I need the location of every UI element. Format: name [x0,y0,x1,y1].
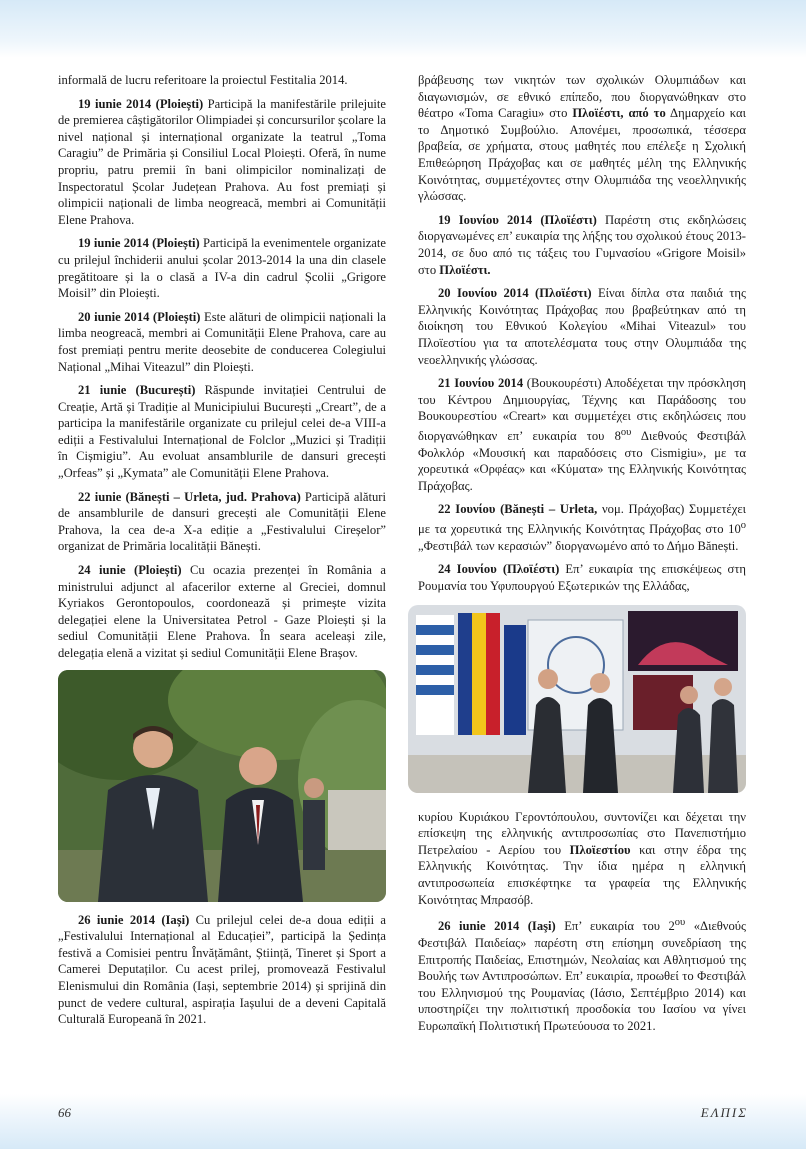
entry-date: 21 iunie (București) [78,383,196,398]
bottom-gradient-band [0,1094,806,1149]
entry-date: 20 iunie 2014 (Ploiești) [78,309,201,324]
page-number: 66 [58,1105,71,1120]
left-column [58,72,386,1035]
paragraph: 22 Ιουνίου (Bănești – Urleta, νομ. Πράχοβας) Συμμετέχει με τα χορευτικά της Ελληνικής Κοινότητας Πράχοβας στο $10^o$ „Φεστιβάλ των κερασιών” διοργανωμένο από το Δήμο Bănești. [418,502,746,553]
paragraph: βράβευσης των νικητών των σχολικών Ολυμπιάδων και διαγωνισμών, σε εθνικό επίπεδο, που διοργανώθηκαν στο θέατρο «Toma Caragiu» στο Πλοϊέστι, από το Δημαρχείο και το Δημοτικό Συμβούλιο. Απονέμει, προσωπικά, τέσσερα βραβεία, σε χρήματα, στους μαθητές που επέλεξε η Σχολική Επιθεώρηση Πράχοβας και σε μαθητές μέλη της Ελληνικής Κοινότητας, συμμετέχοντες στην Ολυμπιάδα της νεοελληνικής γλώσσας. [418,73,746,204]
entry-date: 22 Ιουνίου (Bănești – Urleta, [438,502,598,517]
magazine-title: ΕΛΠΙΣ [700,1105,748,1120]
paragraph: 24 Ιουνίου (Πλοϊέστι) Επ’ ευκαιρία της επισκέψεως στη Ρουμανία του Υφυπουργού Εξωτερικών της Ελλάδας, [418,562,746,593]
entry-date: 21 Ιουνίου 2014 [438,376,524,391]
entry-date: 20 Ιουνίου 2014 (Πλοϊέστι) [438,286,592,301]
entry-date: 24 iunie (Ploiești) [78,563,182,578]
top-gradient-band [0,0,806,58]
paragraph: κυρίου Κυριάκου Γεροντόπουλου, συντονίζει και δέχεται την επίσκεψη της ελληνικής αντιπροσωπίας στο Πανεπιστήμιο Πετρελαίου - Αερίου του Πλοϊεστίου και στην έδρα της Ελληνικής Κοινότητας. Την ίδια ημέρα η ελληνική αντιπροσωπεία επισκέφτηκε τα γραφεία της Ελληνικής Κοινότητας Μπρασόβ. [418,809,747,907]
paragraph: 19 iunie 2014 (Ploiești) Participă la manifestările prilejuite de premierea câștigătorilor Olimpiadei și concursurilor școlare la nivel național și internațional organizate la teatrul „Toma Caragiu” de Primăria și Consiliul Local Ploiești. Oferă, în nume propriu, patru premii în bani olimpicilor nominalizați de Inspectoratul Școlar Județean Prahova. Au fost premiați și olimpicii naționali de limba neogreacă, membri ai Comunității Elene Prahova. [58,96,386,227]
right-column [418,72,746,1042]
entry-date: 26 iunie 2014 (Iaşi) [438,919,556,934]
paragraph: 24 iunie (Ploiești) Cu ocazia prezenței în România a ministrului adjunct al afacerilor externe al Greciei, domnul Kyriakos Gerontopoulos, coordonează și primește vizita delegației elene la Universitatea Petrol - Gaze Ploiești și la sediul Comunității Elene Prahova. În seara aceleași zile, delegația elenă a vizitat și sediul Comunității Elene Brașov. [58,563,387,660]
paragraph: 19 iunie 2014 (Ploiești) Participă la evenimentele organizate cu prilejul închiderii anului școlar 2013-2014 la una din clasele pregătitoare și la o clasă a IV-a din cadrul Școlii „Grigore Moisil” din Ploiești. [58,236,386,301]
paragraph: 20 Ιουνίου 2014 (Πλοϊέστι) Είναι δίπλα στα παιδιά της Ελληνικής Κοινότητας Πράχοβας που βραβεύτηκαν από τη διοίκηση του Εθνικού Κολεγίου «Mihai Viteazul» του Πλοϊεστίου για τα αποτελέσματα τους στην Ολυμπιάδα της νεοελληνικής γλώσσας. [418,286,746,367]
entry-date: 26 iunie 2014 (Iași) [78,912,190,927]
paragraph: 19 Ιουνίου 2014 (Πλοϊέστι) Παρέστη στις εκδηλώσεις διοργανωμένες επ’ ευκαιρία της λήξης του σχολικού έτους 2013-2014, σε δυο από τις τάξεις του Γυμνασίου «Grigore Moisil» στο Πλοϊέστι. [418,212,746,277]
paragraph: 20 iunie 2014 (Ploiești) Este alături de olimpicii naționali la limba neogreacă, membri ai Comunității Elene Prahova, care au fost premiați pentru merite deosebite de conducerea Colegiului Național „Mihai Viteazul” din Ploiești. [58,309,386,374]
photo-outdoor-meeting [58,670,386,902]
photo-indoor-reception [408,605,746,793]
paragraph: 26 iunie 2014 (Iaşi) Επ’ ευκαιρία του $2^{o\upsilon}$ «Διεθνούς Φεστιβάλ Παιδείας» παρέστη στη επίσημη συνεδρίαση της Επιτροπής Παιδείας, Επιστημών, Νεολαίας και Αθλητισμού της Βουλής των Αντιπροσώπων. Επ’ ευκαιρία, προωθεί το Φεστιβάλ του Ελληνισμού της Ρουμανίας (Ιάσιο, Σεπτέμβριο 2014) και υποστηρίζει την πολιτιστική προσδοκία του Ιασίου να γίνει Ευρωπαϊκή Πολιτιστική Πρωτεύουσα το 2021. [418,917,747,1033]
paragraph: 26 iunie 2014 (Iași) Cu prilejul celei de-a doua ediții a „Festivalului Internațional al Educației”, participă la Ședința festivă a Comisiei pentru Învățământ, Știință, Tineret și Sport a Camerei Deputaților. Cu acest prilej, promovează Festivalul Elenismului din România (Iași, septembrie 2014) și sprijină din punct de vedere cultural, aspirația Iașului de a deveni Capitală Culturală Europeană în 2021. [58,912,387,1027]
entry-date: 19 Ιουνίου 2014 (Πλοϊέστι) [438,212,597,227]
paragraph: 21 iunie (București) Răspunde invitației Centrului de Creație, Artă și Tradiție al Municipiului București „Creart”, de a participa la manifestările organizate cu prilejul celei de-a VIII-a ediții a Festivalului Internațional de Folclor „Muzici și Tradiții în Cișmigiu”. Au evoluat ansamblurile de dansuri grecești „Orfeas” și „Kymata” ale Comunității Elene Prahova. [58,383,386,481]
entry-date: 19 iunie 2014 (Ploiești) [78,236,200,251]
entry-date: 24 Ιουνίου (Πλοϊέστι) [438,562,560,577]
paragraph: 22 iunie (Bănești – Urleta, jud. Prahova) Participă alături de ansamblurile de dansuri grecești ale Comunității Elene Prahova, la cea de-a X-a ediție a „Festivalului Cireșelor” organizat de Primăria localității Bănești. [58,489,386,554]
paragraph: informală de lucru referitoare la proiectul Festitalia 2014. [58,73,348,87]
paragraph: 21 Ιουνίου 2014 (Βουκουρέστι) Αποδέχεται την πρόσκληση του Κέντρου Δημιουργίας, Τέχνης και Παράδοσης του Βουκουρεστίου «Creart» και συμμετέχει στις εκδηλώσεις που διοργανώθηκαν επ’ ευκαιρία του $8^{o\upsilon}$ Διεθνούς Φεστιβάλ Φολκλόρ «Μουσική και παραδόσεις στο Cismigiu», με τα χορευτικά «Ορφέας» και «Κύματα» της Ελληνικής Κοινότητας Πράχοβας. [418,376,746,493]
entry-date: 19 iunie 2014 (Ploiești) [78,96,204,111]
entry-date: 22 iunie (Bănești – Urleta, jud. Prahova) [78,489,301,504]
